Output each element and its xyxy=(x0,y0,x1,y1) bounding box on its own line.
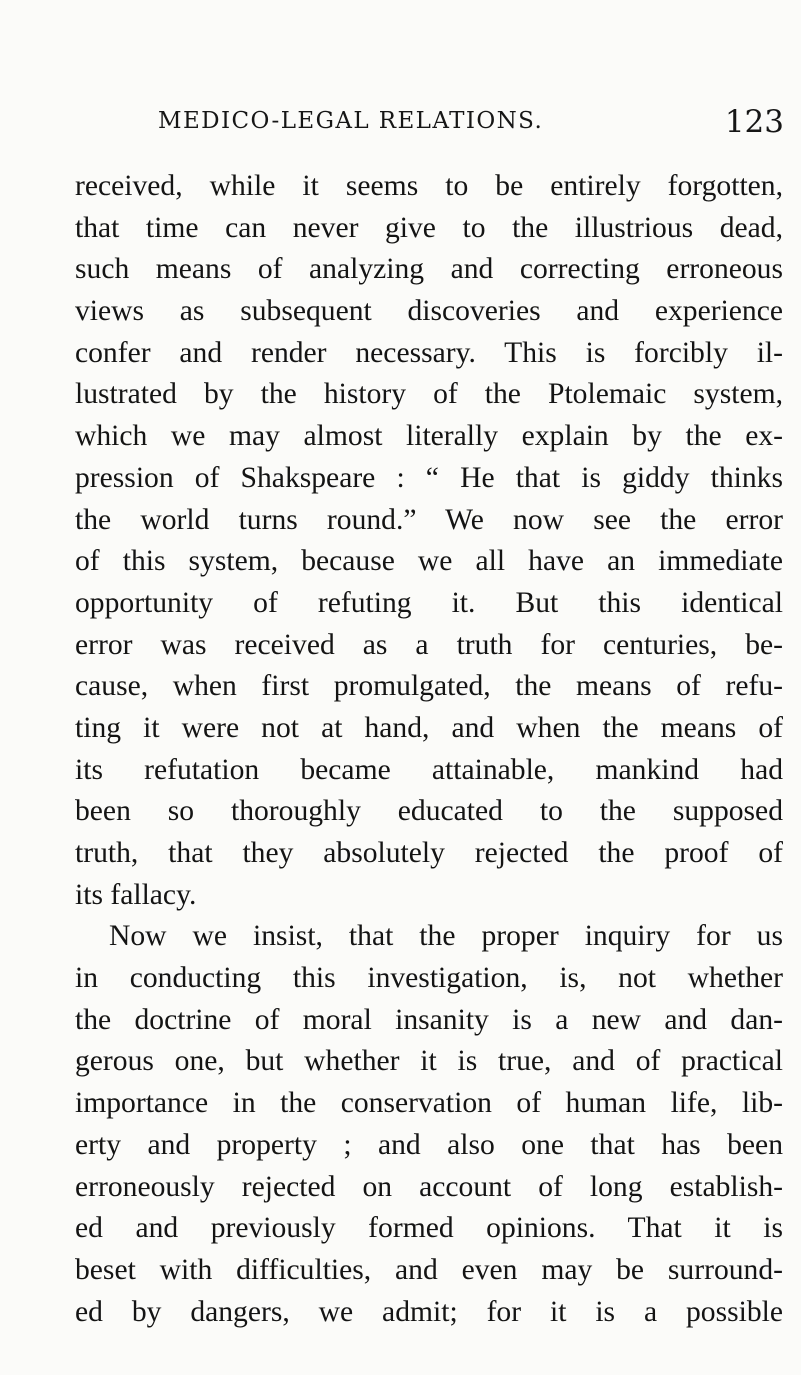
text-line: been so thoroughly educated to the supposed xyxy=(75,795,783,828)
running-title: MEDICO-LEGAL RELATIONS. xyxy=(158,108,544,134)
text-line: of this system, because we all have an immediate xyxy=(75,545,783,578)
text-line: erroneously rejected on account of long establish- xyxy=(75,1170,783,1203)
text-line: ed by dangers, we admit; for it is a possible xyxy=(75,1295,783,1328)
paragraph-start-line: Now we insist, that the proper inquiry for us xyxy=(109,920,783,953)
text-line: confer and render necessary. This is forcibly il- xyxy=(75,336,783,369)
text-line: that time can never give to the illustrious dead, xyxy=(75,211,783,244)
text-line: opportunity of refuting it. But this identical xyxy=(75,586,783,619)
text-line: received, while it seems to be entirely forgotten, xyxy=(75,170,783,202)
text-line: the world turns round.” We now see the error xyxy=(75,503,783,536)
paragraph-end-line: its fallacy. xyxy=(75,878,197,911)
text-line: which we may almost literally explain by the ex- xyxy=(75,420,783,453)
text-line: ed and previously formed opinions. That it is xyxy=(75,1212,783,1245)
text-line: pression of Shakspeare : “ He that is giddy thinks xyxy=(75,461,783,494)
text-line: erty and property ; and also one that has been xyxy=(75,1128,783,1161)
page-header xyxy=(158,104,788,144)
text-line: such means of analyzing and correcting erroneous xyxy=(75,253,783,286)
body-text xyxy=(75,166,783,1333)
text-line: cause, when first promulgated, the means of refu- xyxy=(75,670,783,703)
text-line: lustrated by the history of the Ptolemaic system, xyxy=(75,378,783,411)
text-line: error was received as a truth for centuries, be- xyxy=(75,628,783,661)
text-line: in conducting this investigation, is, not whether xyxy=(75,962,783,995)
text-line: truth, that they absolutely rejected the proof of xyxy=(75,837,783,869)
text-line: importance in the conservation of human life, lib- xyxy=(75,1087,783,1120)
text-line: views as subsequent discoveries and experience xyxy=(75,295,783,328)
text-line: beset with difficulties, and even may be surround- xyxy=(75,1253,783,1286)
page-number: 123 xyxy=(724,104,784,140)
text-line: its refutation became attainable, mankind had xyxy=(75,753,783,786)
text-line: the doctrine of moral insanity is a new and dan- xyxy=(75,1003,783,1036)
text-line: ting it were not at hand, and when the means of xyxy=(75,711,783,744)
text-line: gerous one, but whether it is true, and of practical xyxy=(75,1045,783,1078)
